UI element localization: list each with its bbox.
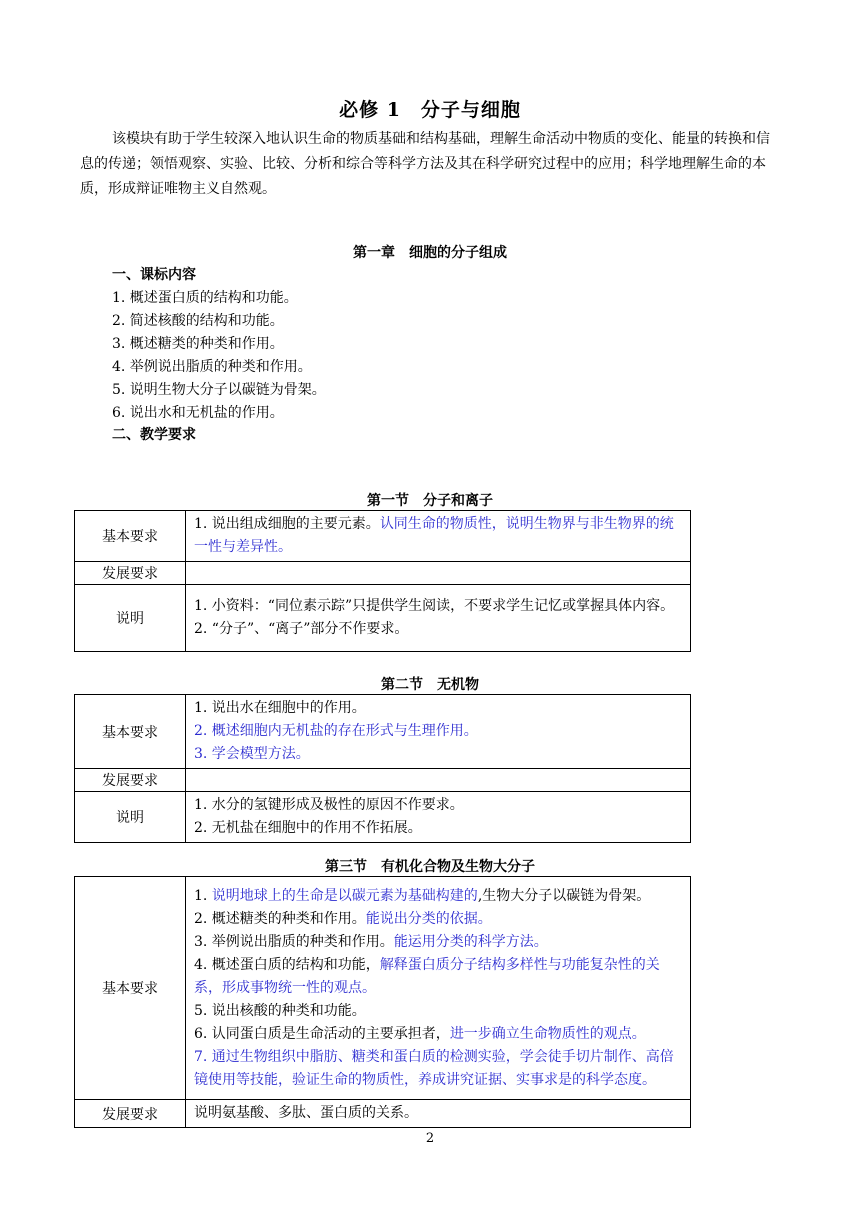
list-item: 6. 说出水和无机盐的作用。 (112, 405, 284, 421)
list-item: 5. 说明生物大分子以碳链为骨架。 (112, 382, 326, 398)
section-3-title: 第三节 有机化合物及生物大分子 (325, 859, 535, 875)
note-content: 1. 小资料：“同位素示踪”只提供学生阅读，不要求学生记忆或掌握具体内容。 2. “分子”、“离子”部分不作要求。 (186, 585, 691, 652)
note-content: 1. 水分的氢键形成及极性的原因不作要求。 2. 无机盐在细胞中的作用不作拓展。 (186, 792, 691, 843)
develop-content (186, 562, 691, 585)
develop-label: 发展要求 (75, 1100, 186, 1128)
basic-content: 1. 说出水在细胞中的作用。 2. 概述细胞内无机盐的存在形式与生理作用。 3. 学会模型方法。 (186, 695, 691, 769)
develop-content (186, 769, 691, 792)
section-1-table (74, 510, 691, 652)
section-2-table (74, 694, 691, 843)
table-row (75, 792, 691, 843)
note-label: 说明 (75, 792, 186, 843)
table-row (75, 562, 691, 585)
table-row (75, 769, 691, 792)
chapter-title: 第一章 细胞的分子组成 (353, 245, 507, 261)
table-row (75, 877, 691, 1100)
section-2-title: 第二节 无机物 (381, 677, 479, 693)
section-3-table (74, 876, 691, 1128)
develop-content: 说明氨基酸、多肽、蛋白质的关系。 (186, 1100, 691, 1128)
note-label: 说明 (75, 585, 186, 652)
list-item: 3. 概述糖类的种类和作用。 (112, 336, 284, 352)
section-1-title: 第一节 分子和离子 (367, 493, 493, 509)
basic-content: 1. 说明地球上的生命是以碳元素为基础构建的,生物大分子以碳链为骨架。 2. 概述糖类的种类和作用。能说出分类的依据。 3. 举例说出脂质的种类和作用。能运用分类的科学方法。 4. 概述蛋白质的结构和功能，解释蛋白质分子结构多样性与功能复杂性的关系，形成事物统一性的观点。 5. 说出核酸的种类和功能。 6. 认同蛋白质是生命活动的主要承担者，进一步确立生命物质性的观点。 7. 通过生物组织中脂肪、糖类和蛋白质的检测实验，学会徒手切片制作、高倍镜使用等技能，验证生命的物质性，养成讲究证据、实事求是的科学态度。 (186, 877, 691, 1100)
curriculum-heading: 一、课标内容 (112, 267, 196, 283)
table-row (75, 585, 691, 652)
table-row (75, 1100, 691, 1128)
page-number: 2 (425, 1131, 435, 1146)
basic-label: 基本要求 (75, 511, 186, 562)
curriculum-list (112, 287, 326, 425)
list-item: 4. 举例说出脂质的种类和作用。 (112, 359, 312, 375)
basic-label: 基本要求 (75, 877, 186, 1100)
table-row (75, 695, 691, 769)
list-item: 2. 简述核酸的结构和功能。 (112, 313, 284, 329)
module-title: 必修 1 分子与细胞 (339, 99, 521, 121)
basic-content: 1. 说出组成细胞的主要元素。认同生命的物质性，说明生物界与非生物界的统一性与差异性。 (186, 511, 691, 562)
table-row (75, 511, 691, 562)
basic-label: 基本要求 (75, 695, 186, 769)
develop-label: 发展要求 (75, 562, 186, 585)
teaching-heading: 二、教学要求 (112, 427, 196, 443)
develop-label: 发展要求 (75, 769, 186, 792)
list-item: 1. 概述蛋白质的结构和功能。 (112, 290, 298, 306)
module-intro: 该模块有助于学生较深入地认识生命的物质基础和结构基础，理解生命活动中物质的变化、能量的转换和信息的传递；领悟观察、实验、比较、分析和综合等科学方法及其在科学研究过程中的应用；科学地理解生命的本质，形成辩证唯物主义自然观。 (80, 131, 770, 197)
